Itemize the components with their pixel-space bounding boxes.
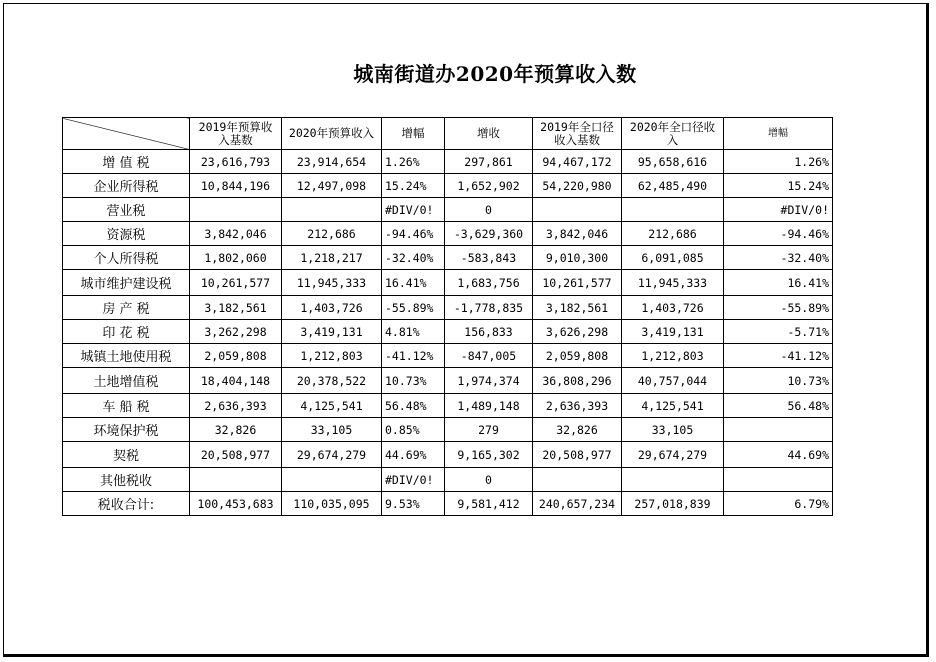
cell-2020-full-caliber[interactable]: 1,212,803 [622, 344, 724, 368]
cell-increase[interactable]: 1,489,148 [445, 394, 533, 418]
cell-increase[interactable]: 297,861 [445, 150, 533, 174]
cell-2020-budget[interactable] [282, 198, 382, 222]
cell-2020-budget[interactable]: 212,686 [282, 222, 382, 246]
row-label[interactable]: 环境保护税 [63, 418, 190, 442]
header-2019-full-caliber: 2019年全口径收入基数 [533, 118, 622, 150]
cell-2019-full-caliber[interactable]: 3,842,046 [533, 222, 622, 246]
sheet-title: 城南街道办2020年预算收入数 [353, 62, 637, 86]
cell-increase[interactable]: 0 [445, 468, 533, 492]
cell-growth-rate-full[interactable]: 10.73% [724, 368, 833, 394]
table-row [63, 150, 833, 174]
cell-increase[interactable]: -583,843 [445, 246, 533, 270]
table-row [63, 296, 833, 320]
cell-2019-full-caliber[interactable]: 36,808,296 [533, 368, 622, 394]
cell-growth-rate-full[interactable]: -32.40% [724, 246, 833, 270]
row-label[interactable]: 房 产 税 [63, 296, 190, 320]
cell-growth-rate[interactable]: 16.41% [382, 270, 445, 296]
cell-2020-budget[interactable]: 4,125,541 [282, 394, 382, 418]
cell-growth-rate-full[interactable]: 56.48% [724, 394, 833, 418]
cell-growth-rate[interactable]: -55.89% [382, 296, 445, 320]
cell-2019-full-caliber[interactable]: 3,182,561 [533, 296, 622, 320]
table-row [63, 418, 833, 442]
cell-2020-budget[interactable]: 12,497,098 [282, 174, 382, 198]
cell-2019-budget[interactable]: 3,182,561 [190, 296, 282, 320]
cell-growth-rate[interactable]: 9.53% [382, 492, 445, 516]
cell-growth-rate-full[interactable]: -41.12% [724, 344, 833, 368]
cell-growth-rate[interactable]: -94.46% [382, 222, 445, 246]
cell-increase[interactable]: 1,683,756 [445, 270, 533, 296]
cell-growth-rate[interactable]: 1.26% [382, 150, 445, 174]
cell-growth-rate-full[interactable]: -55.89% [724, 296, 833, 320]
cell-2020-full-caliber[interactable]: 40,757,044 [622, 368, 724, 394]
cell-growth-rate-full[interactable]: 6.79% [724, 492, 833, 516]
cell-increase[interactable]: 279 [445, 418, 533, 442]
cell-2020-budget[interactable]: 33,105 [282, 418, 382, 442]
row-label[interactable]: 营业税 [63, 198, 190, 222]
header-growth-rate: 增幅 [382, 118, 445, 150]
cell-increase[interactable]: -1,778,835 [445, 296, 533, 320]
row-label[interactable]: 增 值 税 [63, 150, 190, 174]
cell-2019-budget[interactable]: 2,636,393 [190, 394, 282, 418]
header-row [63, 118, 833, 150]
cell-2020-full-caliber[interactable] [622, 468, 724, 492]
table-row [63, 442, 833, 468]
cell-2020-budget[interactable]: 1,403,726 [282, 296, 382, 320]
cell-2019-full-caliber[interactable]: 10,261,577 [533, 270, 622, 296]
cell-growth-rate-full[interactable]: -5.71% [724, 320, 833, 344]
cell-growth-rate-full[interactable] [724, 468, 833, 492]
cell-2019-full-caliber[interactable]: 9,010,300 [533, 246, 622, 270]
cell-2019-budget[interactable]: 23,616,793 [190, 150, 282, 174]
cell-growth-rate[interactable]: 4.81% [382, 320, 445, 344]
table-row [63, 246, 833, 270]
cell-2020-full-caliber[interactable]: 33,105 [622, 418, 724, 442]
cell-increase[interactable]: 1,974,374 [445, 368, 533, 394]
cell-growth-rate[interactable]: #DIV/0! [382, 198, 445, 222]
cell-2019-full-caliber[interactable]: 32,826 [533, 418, 622, 442]
row-label[interactable]: 城市维护建设税 [63, 270, 190, 296]
cell-2019-full-caliber[interactable]: 54,220,980 [533, 174, 622, 198]
cell-2019-budget[interactable]: 18,404,148 [190, 368, 282, 394]
cell-increase[interactable]: 156,833 [445, 320, 533, 344]
cell-increase[interactable]: -3,629,360 [445, 222, 533, 246]
cell-increase[interactable]: 1,652,902 [445, 174, 533, 198]
cell-growth-rate-full[interactable] [724, 418, 833, 442]
cell-growth-rate[interactable]: 44.69% [382, 442, 445, 468]
row-label[interactable]: 印 花 税 [63, 320, 190, 344]
cell-2020-budget[interactable]: 20,378,522 [282, 368, 382, 394]
budget-table [62, 117, 833, 516]
cell-2020-budget[interactable]: 1,212,803 [282, 344, 382, 368]
table-row [63, 270, 833, 296]
cell-2019-full-caliber[interactable] [533, 468, 622, 492]
cell-growth-rate-full[interactable]: 15.24% [724, 174, 833, 198]
cell-growth-rate-full[interactable]: 1.26% [724, 150, 833, 174]
cell-growth-rate[interactable]: 56.48% [382, 394, 445, 418]
row-label[interactable]: 税收合计: [63, 492, 190, 516]
cell-2019-budget[interactable]: 2,059,808 [190, 344, 282, 368]
cell-2020-full-caliber[interactable]: 62,485,490 [622, 174, 724, 198]
row-label[interactable]: 其他税收 [63, 468, 190, 492]
cell-2020-budget[interactable]: 29,674,279 [282, 442, 382, 468]
cell-2019-budget[interactable]: 32,826 [190, 418, 282, 442]
header-2020-full-caliber: 2020年全口径收入 [622, 118, 724, 150]
cell-growth-rate[interactable]: #DIV/0! [382, 468, 445, 492]
row-label[interactable]: 契税 [63, 442, 190, 468]
cell-2020-full-caliber[interactable]: 4,125,541 [622, 394, 724, 418]
cell-growth-rate[interactable]: -32.40% [382, 246, 445, 270]
cell-2020-full-caliber[interactable]: 6,091,085 [622, 246, 724, 270]
cell-growth-rate[interactable]: 0.85% [382, 418, 445, 442]
cell-2019-budget[interactable]: 3,262,298 [190, 320, 282, 344]
cell-2019-budget[interactable]: 10,261,577 [190, 270, 282, 296]
cell-2019-full-caliber[interactable]: 94,467,172 [533, 150, 622, 174]
cell-2020-full-caliber[interactable]: 11,945,333 [622, 270, 724, 296]
table-row [63, 174, 833, 198]
row-label[interactable]: 城镇土地使用税 [63, 344, 190, 368]
cell-2020-budget[interactable]: 3,419,131 [282, 320, 382, 344]
table-row [63, 222, 833, 246]
header-2019-budget: 2019年预算收入基数 [190, 118, 282, 150]
table-row [63, 198, 833, 222]
cell-2019-budget[interactable]: 10,844,196 [190, 174, 282, 198]
cell-2020-full-caliber[interactable]: 29,674,279 [622, 442, 724, 468]
cell-2019-budget[interactable] [190, 468, 282, 492]
table-row [63, 344, 833, 368]
cell-2020-budget[interactable]: 23,914,654 [282, 150, 382, 174]
row-label[interactable]: 车 船 税 [63, 394, 190, 418]
cell-growth-rate[interactable]: 10.73% [382, 368, 445, 394]
cell-2020-budget[interactable] [282, 468, 382, 492]
diagonal-header-cell [63, 118, 190, 150]
cell-increase[interactable]: 9,581,412 [445, 492, 533, 516]
cell-2020-budget[interactable]: 110,035,095 [282, 492, 382, 516]
cell-2019-full-caliber[interactable]: 2,636,393 [533, 394, 622, 418]
cell-increase[interactable]: 0 [445, 198, 533, 222]
row-label[interactable]: 土地增值税 [63, 368, 190, 394]
cell-2019-budget[interactable]: 100,453,683 [190, 492, 282, 516]
cell-growth-rate[interactable]: -41.12% [382, 344, 445, 368]
row-label[interactable]: 企业所得税 [63, 174, 190, 198]
cell-2019-full-caliber[interactable]: 240,657,234 [533, 492, 622, 516]
cell-growth-rate-full[interactable]: -94.46% [724, 222, 833, 246]
row-label[interactable]: 个人所得税 [63, 246, 190, 270]
cell-2020-full-caliber[interactable] [622, 198, 724, 222]
cell-2019-budget[interactable]: 3,842,046 [190, 222, 282, 246]
table-row [63, 394, 833, 418]
cell-2019-full-caliber[interactable]: 3,626,298 [533, 320, 622, 344]
table-row [63, 320, 833, 344]
cell-increase[interactable]: 9,165,302 [445, 442, 533, 468]
table-row [63, 368, 833, 394]
cell-2020-full-caliber[interactable]: 3,419,131 [622, 320, 724, 344]
cell-2019-full-caliber[interactable] [533, 198, 622, 222]
cell-growth-rate-full[interactable]: 16.41% [724, 270, 833, 296]
cell-increase[interactable]: -847,005 [445, 344, 533, 368]
header-growth-rate-full: 增幅 [724, 118, 833, 150]
cell-growth-rate-full[interactable]: #DIV/0! [724, 198, 833, 222]
cell-2020-budget[interactable]: 11,945,333 [282, 270, 382, 296]
cell-growth-rate[interactable]: 15.24% [382, 174, 445, 198]
cell-2020-full-caliber[interactable]: 257,018,839 [622, 492, 724, 516]
cell-2020-full-caliber[interactable]: 95,658,616 [622, 150, 724, 174]
cell-2019-full-caliber[interactable]: 20,508,977 [533, 442, 622, 468]
cell-2020-full-caliber[interactable]: 1,403,726 [622, 296, 724, 320]
table-row [63, 468, 833, 492]
header-2020-budget: 2020年预算收入 [282, 118, 382, 150]
cell-2019-full-caliber[interactable]: 2,059,808 [533, 344, 622, 368]
row-label[interactable]: 资源税 [63, 222, 190, 246]
table-row [63, 492, 833, 516]
cell-growth-rate-full[interactable]: 44.69% [724, 442, 833, 468]
cell-2019-budget[interactable] [190, 198, 282, 222]
cell-2019-budget[interactable]: 1,802,060 [190, 246, 282, 270]
cell-2019-budget[interactable]: 20,508,977 [190, 442, 282, 468]
cell-2020-full-caliber[interactable]: 212,686 [622, 222, 724, 246]
cell-2020-budget[interactable]: 1,218,217 [282, 246, 382, 270]
header-increase: 增收 [445, 118, 533, 150]
